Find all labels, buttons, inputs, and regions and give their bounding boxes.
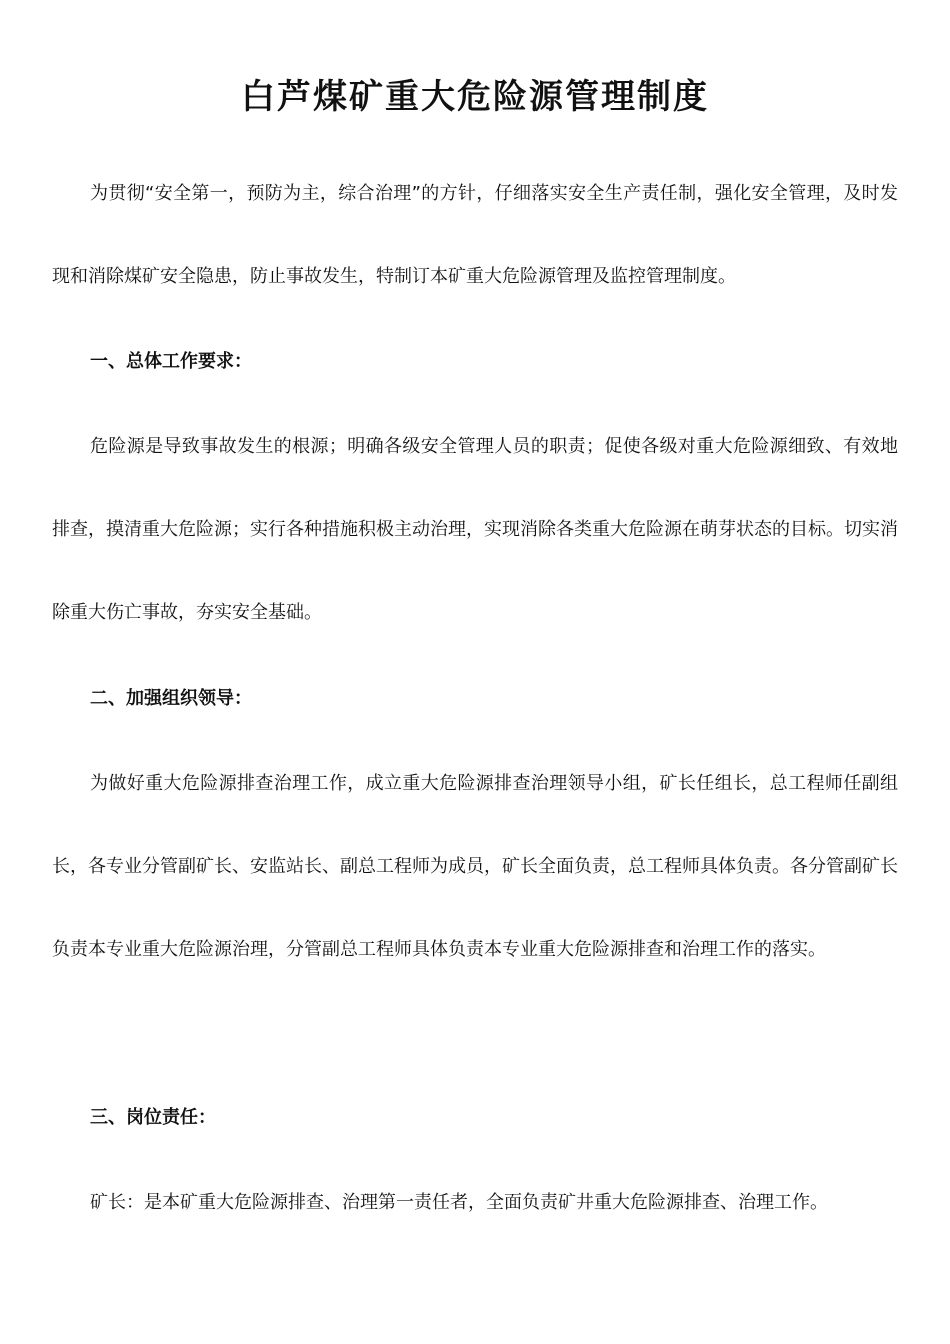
section-body-post-responsibility: 矿长：是本矿重大危险源排查、治理第一责任者，全面负责矿井重大危险源排查、治理工作。 [90, 1192, 828, 1213]
section-heading-organization-leadership: 二、加强组织领导： [90, 688, 252, 709]
section-heading-general-requirements: 一、总体工作要求： [90, 351, 252, 372]
section-body-general-requirements: 危险源是导致事故发生的根源；明确各级安全管理人员的职责；促使各级对重大危险源细致、有效地排查，摸清重大危险源；实行各种措施积极主动治理，实现消除各类重大危险源在萌芽状态的目标。切实消除重大伤亡事故，夯实安全基础。 [52, 436, 898, 623]
section-heading-post-responsibility: 三、岗位责任： [90, 1107, 216, 1128]
document-title: 白芦煤矿重大危险源管理制度 [241, 77, 709, 117]
intro-paragraph: 为贯彻“安全第一，预防为主，综合治理”的方针，仔细落实安全生产责任制，强化安全管理，及时发现和消除煤矿安全隐患，防止事故发生，特制订本矿重大危险源管理及监控管理制度。 [52, 183, 898, 287]
section-body-organization-leadership: 为做好重大危险源排查治理工作，成立重大危险源排查治理领导小组，矿长任组长，总工程师任副组长，各专业分管副矿长、安监站长、副总工程师为成员，矿长全面负责，总工程师具体负责。各分管副矿长负责本专业重大危险源治理，分管副总工程师具体负责本专业重大危险源排查和治理工作的落实。 [52, 773, 898, 960]
